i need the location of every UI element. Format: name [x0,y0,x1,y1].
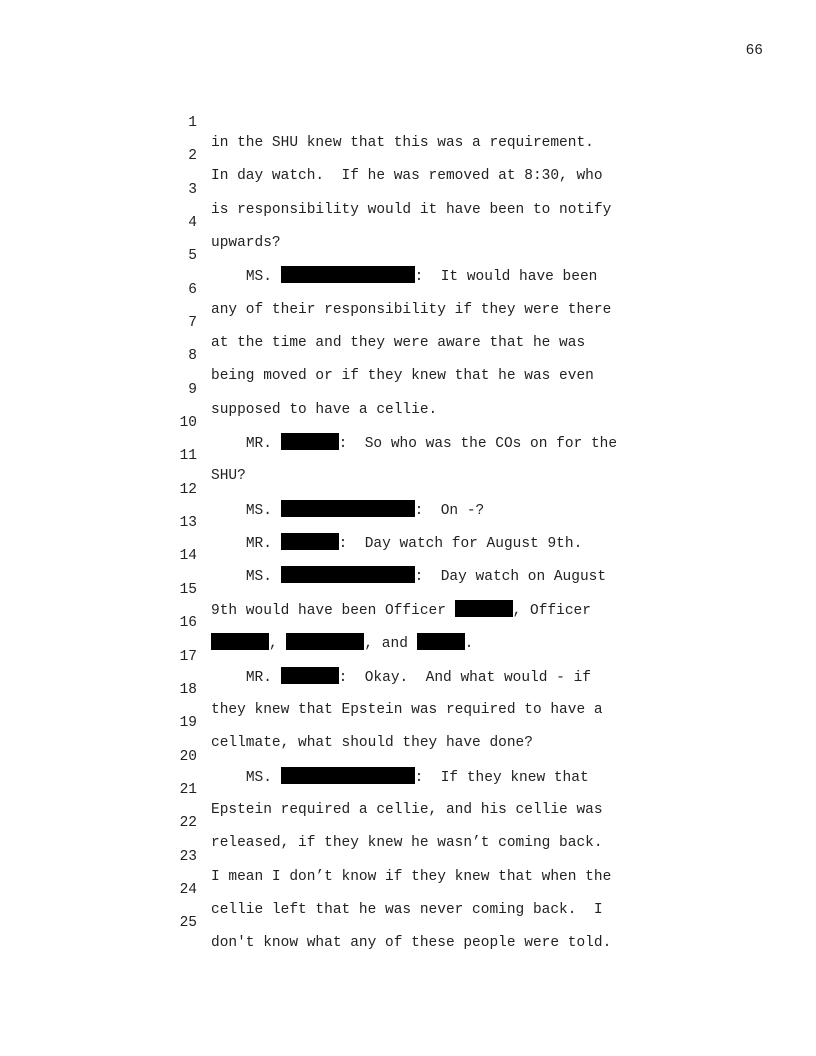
line-number: 24 [179,881,197,898]
transcript-line [0,727,816,786]
transcript-line [0,93,816,151]
transcript-line [0,160,816,218]
line-number: 19 [179,715,197,732]
transcript-line [0,360,816,418]
line-number: 2 [188,148,197,165]
line-number: 4 [188,215,197,232]
speaker-title: MS. [245,569,272,586]
transcript-line [0,860,816,918]
line-number: 11 [179,448,197,465]
transcript-line [0,193,816,252]
line-text: In day watch. If he was removed at 8:30, who [211,168,603,185]
speech-text: : Day watch on August [414,569,607,586]
line-text: is responsibility would it have been to notify [211,201,612,218]
transcript-line [0,560,816,619]
line-text: being moved or if they knew that he was even [211,368,594,385]
transcript-line [0,293,816,352]
separator-text: . [464,636,474,653]
line-text: at the time and they were aware that he was [211,335,586,352]
transcript-line [0,260,816,318]
line-number: 7 [188,315,197,332]
speaker-title: MR. [245,669,272,686]
line-text: supposed to have a cellie. [211,401,438,418]
page-number: 66 [745,43,763,59]
line-number: 16 [179,615,197,632]
line-number: 25 [179,915,197,932]
transcript-line [0,893,816,952]
line-number: 6 [188,281,197,298]
line-number: 14 [179,548,197,565]
speaker-title: MR. [245,436,272,453]
speech-text: : Day watch for August 9th. [338,536,583,553]
line-text: cellmate, what should they have done? [211,735,533,752]
transcript-line [0,526,816,586]
transcript-line [0,593,816,653]
line-number: 3 [188,181,197,198]
transcript-line [0,460,816,519]
line-number: 1 [188,115,197,131]
line-text: upwards? [211,235,281,252]
line-number: 5 [188,248,197,265]
transcript-line [0,326,816,385]
speaker-title: MR. [245,536,272,553]
speech-text: : If they knew that [414,769,589,786]
transcript-body [0,93,816,952]
transcript-line [0,793,816,852]
line-number: 10 [179,415,197,432]
line-text: don't know what any of these people were told. [211,935,612,952]
speech-text: : It would have been [414,269,598,286]
transcript-line [0,827,816,885]
line-number: 23 [179,848,197,865]
transcript-line [0,226,816,286]
transcript-line [0,760,816,818]
transcript-line [0,660,816,718]
separator-text: , and [364,636,417,653]
transcript-line [0,126,816,185]
line-number: 21 [179,781,197,798]
line-number: 8 [188,348,197,365]
separator-text: , [269,636,287,653]
speaker-title: MS. [245,769,272,786]
line-number: 22 [179,815,197,832]
speech-text: 9th would have been Officer [211,602,455,619]
transcript-line [0,426,816,485]
speech-text: : So who was the COs on for the [338,436,618,453]
transcript-line [0,693,816,752]
line-text: they knew that Epstein was required to have a [211,701,603,718]
line-text: SHU? [211,468,246,485]
speaker-title: MS. [245,502,272,519]
line-text: cellie left that he was never coming back. I [211,901,603,918]
speech-text: : On -? [414,502,485,519]
line-text: in the SHU knew that this was a requirement. [211,135,594,151]
transcript-line [0,393,816,453]
speech-text: : Okay. And what would - if [338,669,591,686]
line-text: released, if they knew he wasn’t coming back. [211,835,603,852]
line-text: Epstein required a cellie, and his cellie was [211,801,603,818]
line-number: 13 [179,515,197,532]
transcript-line [0,493,816,553]
line-number: 17 [179,648,197,665]
line-number: 18 [179,681,197,698]
line-number: 20 [179,748,197,765]
line-text: any of their responsibility if they were there [211,301,612,318]
line-number: 12 [179,481,197,498]
line-text: I mean I don’t know if they knew that when the [211,868,612,885]
transcript-line [0,627,816,686]
speaker-title: MS. [245,269,272,286]
line-number: 9 [188,381,197,398]
line-number: 15 [179,581,197,598]
speech-text: , Officer [512,602,591,619]
